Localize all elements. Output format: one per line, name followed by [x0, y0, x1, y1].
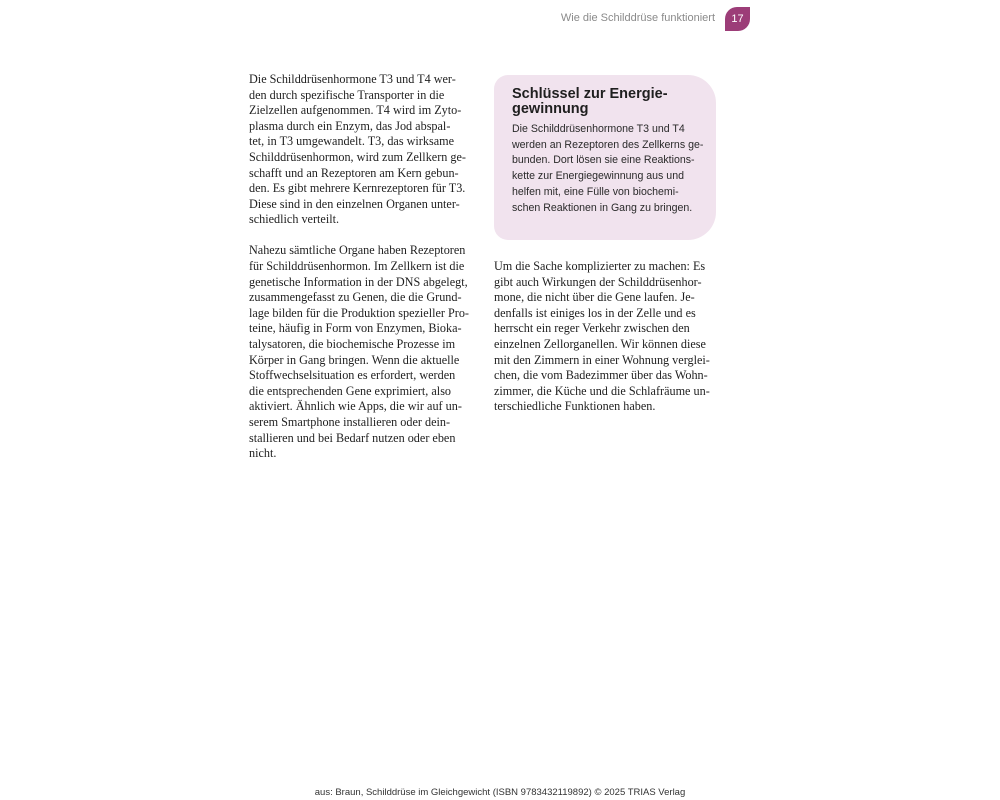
text-line: herrscht ein reger Verkehr zwischen den [494, 321, 690, 336]
text-line: plasma durch ein Enzym, das Jod abspal- [249, 118, 451, 133]
text-line: helfen mit, eine Fülle von biochemi- [512, 185, 679, 198]
text-line: Körper in Gang bringen. Wenn die aktuelle [249, 352, 460, 367]
info-box-title [512, 87, 706, 117]
text-line: mone, die nicht über die Gene laufen. Je- [494, 290, 695, 305]
text-line: nicht. [249, 446, 277, 461]
footer-citation: aus: Braun, Schilddrüse im Gleichgewicht (ISBN 9783432119892) © 2025 TRIAS Verlag [314, 787, 686, 798]
info-box-body [512, 122, 706, 216]
text-line: zimmer, die Küche und die Schlafräume un- [494, 383, 710, 398]
title-line: gewinnung [512, 101, 589, 117]
text-line: bunden. Dort lösen sie eine Reaktions- [512, 154, 695, 167]
text-line: lage bilden für die Produktion spezieller Pro- [249, 305, 469, 320]
text-line: schen Reaktionen in Gang zu bringen. [512, 201, 693, 214]
text-line: denfalls ist einiges los in der Zelle und es [494, 305, 696, 320]
text-line: kette zur Energiegewinnung aus und [512, 170, 684, 183]
text-line: Nahezu sämtliche Organe haben Rezeptoren [249, 243, 466, 258]
text-line: teine, häufig in Form von Enzymen, Bioka- [249, 321, 462, 336]
text-line: chen, die vom Badezimmer über das Wohn- [494, 368, 708, 383]
text-line: Um die Sache komplizierter zu machen: Es [494, 259, 706, 273]
text-line: genetische Information in der DNS abgelegt, [249, 274, 468, 289]
text-line: werden an Rezeptoren des Zellkerns ge- [512, 138, 704, 151]
text-line: schiedlich verteilt. [249, 212, 340, 227]
page-number-badge: 17 [725, 7, 750, 31]
text-line: Die Schilddrüsenhormone T3 und T4 wer- [249, 72, 456, 86]
text-line: Zielzellen aufgenommen. T4 wird im Zyto- [249, 103, 462, 118]
text-line: zusammengefasst zu Genen, die die Grund- [249, 290, 462, 305]
text-line: Stoffwechselsituation es erfordert, werden [249, 368, 456, 383]
text-line: gibt auch Wirkungen der Schilddrüsenhor- [494, 274, 702, 289]
text-line: einzelnen Zellorganellen. Wir können diese [494, 336, 706, 351]
text-line: terschiedliche Funktionen haben. [494, 399, 656, 414]
text-line: Diese sind in den einzelnen Organen unter- [249, 196, 460, 211]
text-line: die entsprechenden Gene exprimiert, also [249, 383, 452, 398]
title-line: Schlüssel zur Energie- [512, 86, 668, 102]
text-line: den durch spezifische Transporter in die [249, 87, 445, 102]
running-title: Wie die Schilddrüse funktioniert [560, 12, 715, 24]
right-column [494, 259, 718, 415]
text-line: Schilddrüsenhormon, wird zum Zellkern ge- [249, 149, 466, 164]
text-line: tet, in T3 umgewandelt. T3, das wirksame [249, 134, 455, 149]
text-line: serem Smartphone installieren oder dein- [249, 414, 451, 429]
text-line: für Schilddrüsenhormon. Im Zellkern ist die [249, 259, 465, 274]
paragraph-2 [249, 243, 471, 461]
paragraph-1 [249, 72, 471, 228]
text-line: schafft und an Rezeptoren am Kern gebun- [249, 165, 459, 180]
left-column [249, 72, 471, 462]
text-line: aktiviert. Ähnlich wie Apps, die wir auf un- [249, 399, 462, 414]
text-line: stallieren und bei Bedarf nutzen oder eben [249, 430, 456, 445]
text-line: den. Es gibt mehrere Kernrezeptoren für T3. [249, 181, 466, 196]
text-line: Die Schilddrüsenhormone T3 und T4 [512, 123, 685, 135]
info-box [494, 75, 716, 240]
text-line: mit den Zimmern in einer Wohnung verglei- [494, 352, 710, 367]
text-line: talysatoren, die biochemische Prozesse im [249, 337, 456, 351]
